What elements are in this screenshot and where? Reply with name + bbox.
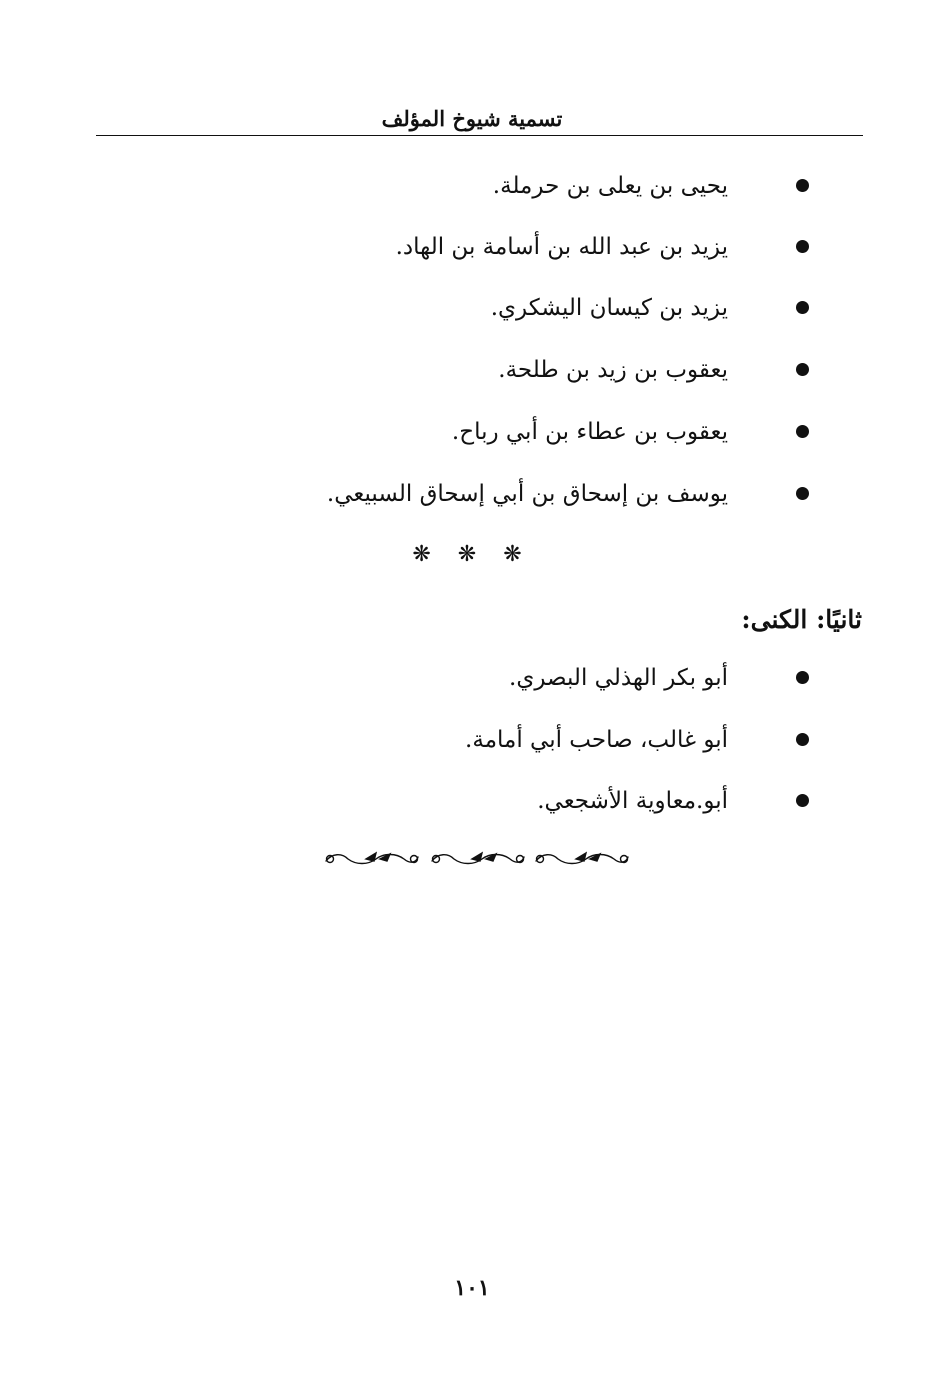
section-heading: ثانيًا: الكنى: (741, 605, 862, 634)
list-item-text: أبو.معاوية الأشجعي. (537, 788, 728, 814)
bullet-icon (796, 179, 809, 192)
list-item (0, 227, 944, 267)
list-item-text: أبو غالب، صاحب أبي أمامة. (465, 727, 728, 753)
bullet-icon (796, 794, 809, 807)
running-head: تسمية شيوخ المؤلف (381, 106, 563, 131)
list-item (0, 658, 944, 698)
list-item (0, 412, 944, 452)
list-item-text: أبو بكر الهذلي البصري. (509, 665, 728, 691)
floral-divider-icon (322, 845, 634, 873)
list-item-text: يعقوب بن عطاء بن أبي رباح. (451, 419, 728, 445)
list-item-text: يزيد بن عبد الله بن أسامة بن الهاد. (395, 234, 728, 260)
bullet-icon (796, 425, 809, 438)
header-rule (96, 135, 863, 136)
bullet-icon (796, 301, 809, 314)
page-number: ١٠١ (454, 1275, 490, 1301)
list-item (0, 720, 944, 760)
list-item (0, 166, 944, 206)
list-item (0, 781, 944, 821)
list-item-text: يوسف بن إسحاق بن أبي إسحاق السبيعي. (326, 481, 728, 507)
list-item (0, 288, 944, 328)
bullet-icon (796, 671, 809, 684)
bullet-icon (796, 240, 809, 253)
list-item (0, 350, 944, 390)
list-item (0, 474, 944, 514)
bullet-icon (796, 487, 809, 500)
list-item-text: يحيى بن يعلى بن حرملة. (492, 173, 728, 199)
bullet-icon (796, 363, 809, 376)
list-item-text: يعقوب بن زيد بن طلحة. (498, 357, 728, 383)
bullet-icon (796, 733, 809, 746)
list-item-text: يزيد بن كيسان اليشكري. (490, 295, 728, 321)
section-separator: ❋ ❋ ❋ (412, 542, 532, 567)
